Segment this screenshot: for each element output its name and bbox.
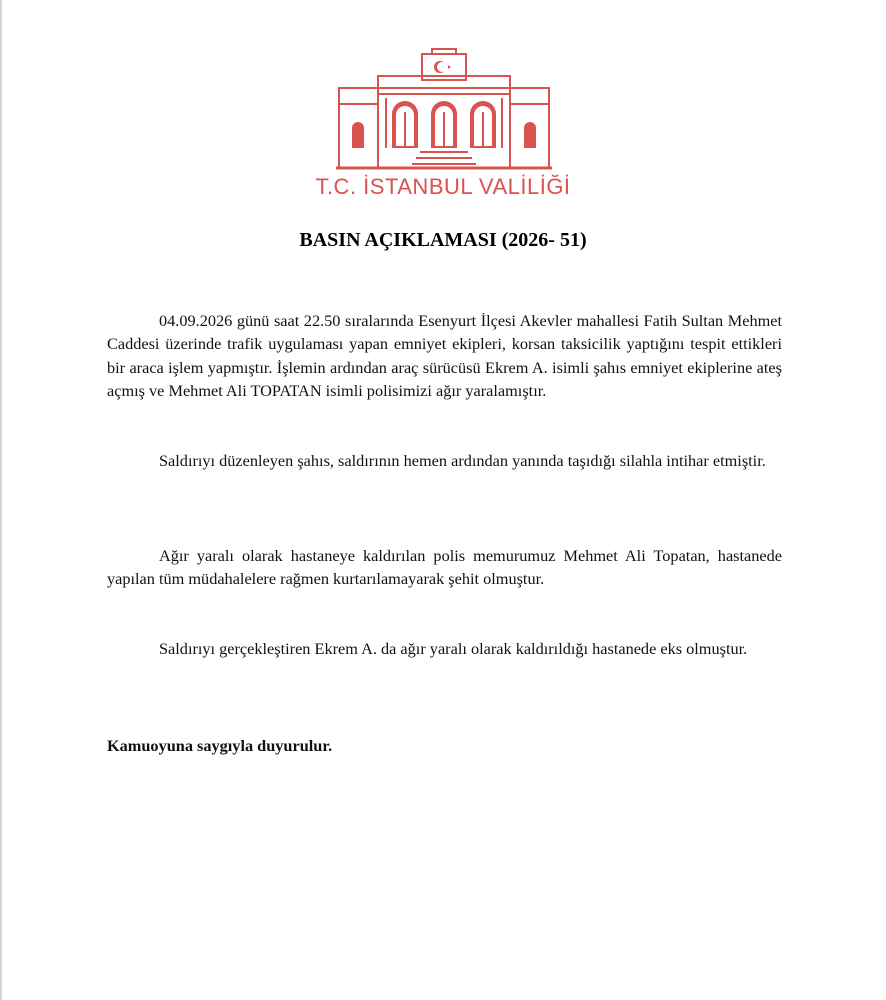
paragraph-4: Saldırıyı gerçekleştiren Ekrem A. da ağır yaralı olarak kaldırıldığı hastanede eks olmuştur. [159,639,748,658]
paragraph-3: Ağır yaralı olarak hastaneye kaldırılan polis memurumuz Mehmet Ali Topatan, hastanede yapılan tüm müdahalelere rağmen kurtarılamayarak şehit olmuştur. [107,546,782,589]
closing-statement: Kamuoyuna saygıyla duyurulur. [107,736,333,755]
paragraph-2: Saldırıyı düzenleyen şahıs, saldırının hemen ardından yanında taşıdığı silahla intihar etmiştir. [159,451,766,470]
governorship-building-logo-icon [336,48,552,176]
paragraph-1: 04.09.2026 günü saat 22.50 sıralarında Esenyurt İlçesi Akevler mahallesi Fatih Sultan Mehmet Caddesi üzerinde trafik uygulaması yapan emniyet ekipleri, korsan taksicilik yaptığını tespit ettikleri bir araca işlem yapmıştır. İşlemin ardından araç sürücüsü Ekrem A. isimli şahıs emniyet ekiplerine ateş açmış ve Mehmet Ali TOPATAN isimli polisimizi ağır yaralamıştır. [107,311,782,400]
org-name: T.C. İSTANBUL VALİLİĞİ [315,174,571,199]
document-title: BASIN AÇIKLAMASI (2026- 51) [299,229,587,251]
page-edge [0,0,2,1000]
